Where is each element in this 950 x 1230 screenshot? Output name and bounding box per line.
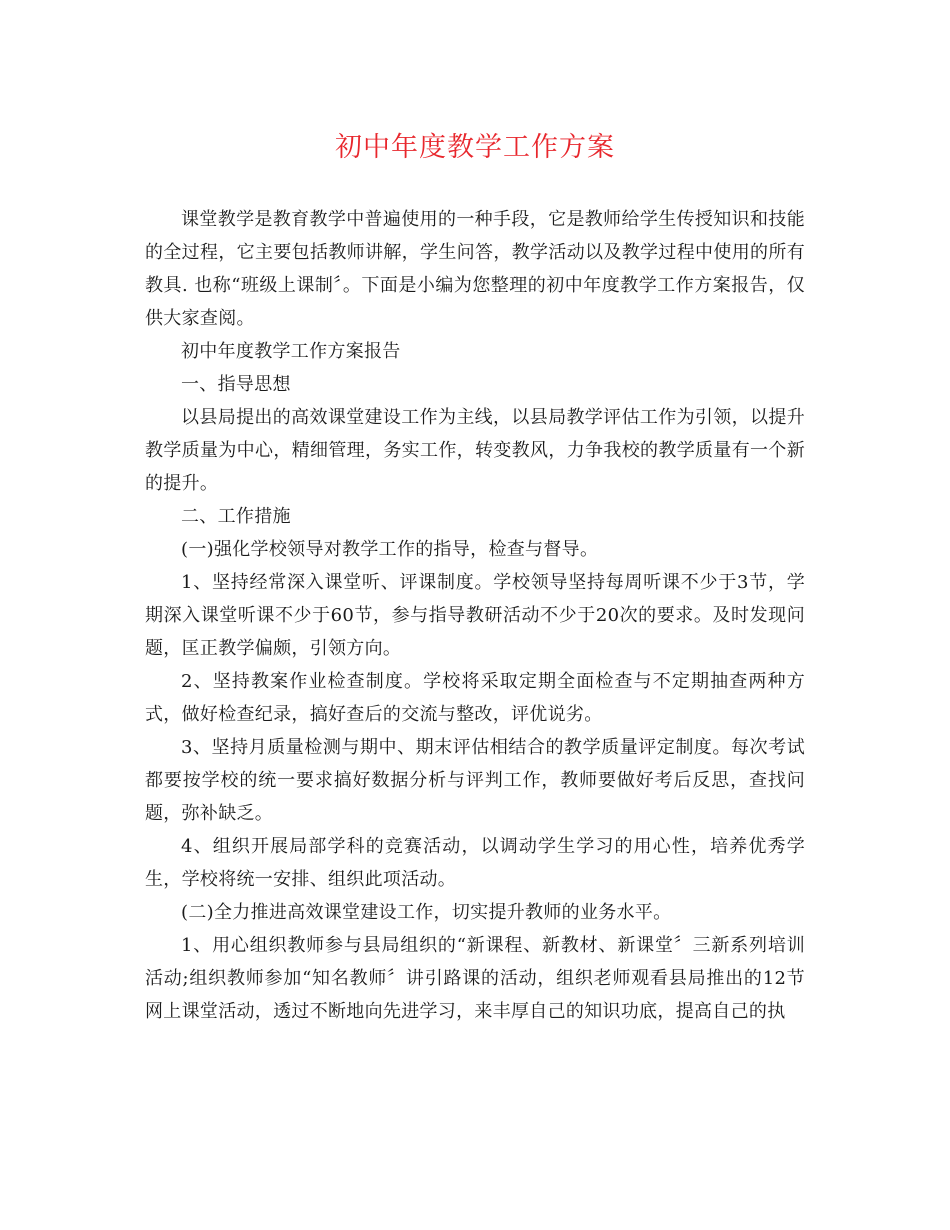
- document-title: 初中年度教学工作方案: [335, 132, 615, 163]
- paragraph-guiding-thought: 以县局提出的高效课堂建设工作为主线，以县局教学评估工作为引领，以提升教学质量为中心，精细管理，务实工作，转变教风，力争我校的教学质量有一个新的提升。: [145, 407, 805, 494]
- subheading-leadership: (一)强化学校领导对教学工作的指导，检查与督导。: [181, 539, 599, 560]
- heading-work-measures: 二、工作措施: [181, 506, 291, 527]
- subheading-efficient-classroom: (二)全力推进高效课堂建设工作，切实提升教师的业务水平。: [181, 902, 672, 923]
- heading-guiding-thought: 一、指导思想: [181, 374, 291, 395]
- paragraph-item-3: 3、坚持月质量检测与期中、期末评估相结合的教学质量评定制度。每次考试都要按学校的统一要求搞好数据分析与评判工作，教师要做好考后反思，查找问题，弥补缺乏。: [145, 737, 805, 824]
- paragraph-intro: 课堂教学是教育教学中普遍使用的一种手段，它是教师给学生传授知识和技能的全过程，它主要包括教师讲解，学生问答，教学活动以及教学过程中使用的所有教具. 也称“班级上课制〞。下面是小编为您整理的初中年度教学工作方案报告，仅供大家查阅。: [145, 209, 805, 329]
- paragraph-item-4: 4、组织开展局部学科的竞赛活动，以调动学生学习的用心性，培养优秀学生，学校将统一安排、组织此项活动。: [145, 836, 805, 890]
- paragraph-item-1: 1、坚持经常深入课堂听、评课制度。学校领导坚持每周听课不少于3节，学期深入课堂听课不少于60节，参与指导教研活动不少于20次的要求。及时发现问题，匡正教学偏颇，引领方向。: [145, 572, 805, 659]
- paragraph-report-title: 初中年度教学工作方案报告: [181, 341, 401, 362]
- paragraph-training: 1、用心组织教师参与县局组织的“新课程、新教材、新课堂〞三新系列培训活动;组织教师参加“知名教师〞讲引路课的活动，组织老师观看县局推出的12节网上课堂活动，透过不断地向先进学习，来丰厚自己的知识功底，提高自己的执: [145, 935, 805, 1022]
- paragraph-item-2: 2、坚持教案作业检查制度。学校将采取定期全面检查与不定期抽查两种方式，做好检查纪录，搞好查后的交流与整改，评优说劣。: [145, 671, 805, 725]
- document-body: [145, 203, 805, 1028]
